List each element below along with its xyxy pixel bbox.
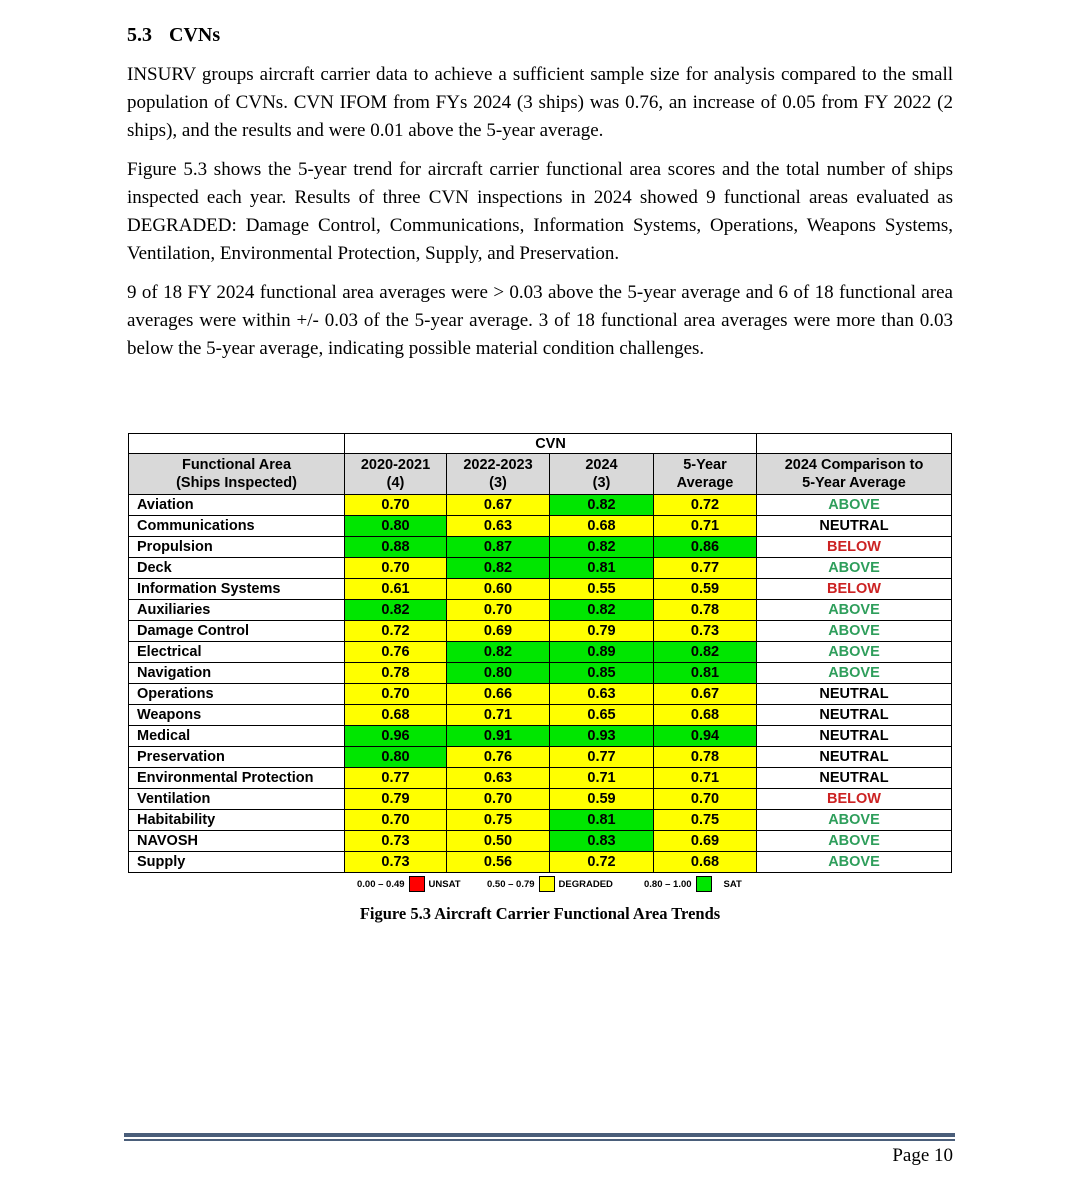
score-cell: 0.73 [345, 852, 447, 873]
comparison-cell: ABOVE [757, 558, 952, 579]
paragraph-1: INSURV groups aircraft carrier data to achieve a sufficient sample size for analysis compared to the small population of CVNs. CVN IFOM from FYs 2024 (3 ships) was 0.76, an increase of 0.05 from FY 2022 (2 ships), and the results and were 0.01 above the 5-year average. [127, 64, 953, 141]
score-cell: 0.72 [550, 852, 654, 873]
table-corner-blank-right [757, 434, 952, 454]
comparison-cell: NEUTRAL [757, 747, 952, 768]
score-cell: 0.82 [447, 642, 550, 663]
score-cell: 0.70 [654, 789, 757, 810]
functional-area-cell: Damage Control [129, 621, 345, 642]
score-cell: 0.96 [345, 726, 447, 747]
figure-caption: Figure 5.3 Aircraft Carrier Functional Area Trends [359, 904, 721, 923]
score-cell: 0.91 [447, 726, 550, 747]
functional-area-cell: Medical [129, 726, 345, 747]
legend-range: 0.80 – 1.00 [644, 878, 692, 890]
score-cell: 0.71 [447, 705, 550, 726]
comparison-cell: BELOW [757, 579, 952, 600]
comparison-cell: ABOVE [757, 810, 952, 831]
column-header-line1: 5-Year [683, 457, 727, 473]
score-cell: 0.66 [447, 684, 550, 705]
score-cell: 0.77 [550, 747, 654, 768]
score-cell: 0.81 [550, 558, 654, 579]
column-header-line1: 2024 [585, 457, 618, 473]
score-cell: 0.93 [550, 726, 654, 747]
score-cell: 0.69 [447, 621, 550, 642]
page-number: Page 10 [892, 1145, 953, 1166]
score-cell: 0.72 [654, 495, 757, 516]
comparison-cell: NEUTRAL [757, 726, 952, 747]
functional-area-cell: Propulsion [129, 537, 345, 558]
table-row [129, 852, 952, 873]
table-row [129, 705, 952, 726]
score-cell: 0.59 [654, 579, 757, 600]
score-cell: 0.79 [345, 789, 447, 810]
score-cell: 0.50 [447, 831, 550, 852]
functional-area-cell: Ventilation [129, 789, 345, 810]
score-cell: 0.63 [447, 768, 550, 789]
table-row [129, 642, 952, 663]
functional-area-cell: Information Systems [129, 579, 345, 600]
legend-range: 0.50 – 0.79 [487, 878, 535, 890]
score-cell: 0.75 [654, 810, 757, 831]
score-cell: 0.88 [345, 537, 447, 558]
score-cell: 0.67 [654, 684, 757, 705]
functional-area-cell: Supply [129, 852, 345, 873]
legend-swatch-green [696, 876, 712, 892]
score-cell: 0.80 [447, 663, 550, 684]
table-row [129, 495, 952, 516]
column-header-line2: 5-Year Average [802, 475, 906, 491]
score-cell: 0.70 [345, 684, 447, 705]
table-row [129, 516, 952, 537]
comparison-cell: ABOVE [757, 852, 952, 873]
section-number: 5.3 [127, 24, 152, 46]
score-cell: 0.80 [345, 747, 447, 768]
score-cell: 0.81 [654, 663, 757, 684]
score-cell: 0.68 [654, 852, 757, 873]
score-cell: 0.85 [550, 663, 654, 684]
functional-area-cell: Auxiliaries [129, 600, 345, 621]
column-header-line2: (Ships Inspected) [176, 475, 297, 491]
column-header-line2: Average [676, 475, 734, 491]
score-cell: 0.55 [550, 579, 654, 600]
table-corner-blank [129, 434, 345, 454]
table-row [129, 684, 952, 705]
comparison-cell: BELOW [757, 537, 952, 558]
functional-area-cell: Habitability [129, 810, 345, 831]
column-header-line2: (3) [489, 475, 507, 491]
table-group-title: CVN [345, 434, 757, 454]
score-cell: 0.78 [654, 600, 757, 621]
functional-area-cell: Deck [129, 558, 345, 579]
score-cell: 0.69 [654, 831, 757, 852]
score-cell: 0.87 [447, 537, 550, 558]
legend-sat [644, 876, 742, 892]
legend-swatch-red [409, 876, 425, 892]
score-cell: 0.63 [550, 684, 654, 705]
functional-area-cell: NAVOSH [129, 831, 345, 852]
table-row [129, 621, 952, 642]
functional-area-cell: Operations [129, 684, 345, 705]
comparison-cell: NEUTRAL [757, 705, 952, 726]
score-cell: 0.83 [550, 831, 654, 852]
column-header-line2: (4) [386, 475, 405, 491]
column-header [550, 454, 654, 495]
column-header [654, 454, 757, 495]
column-header-line2: (3) [592, 475, 611, 491]
table-row [129, 747, 952, 768]
score-cell: 0.86 [654, 537, 757, 558]
table-header-row [129, 454, 952, 495]
score-cell: 0.75 [447, 810, 550, 831]
table-row [129, 768, 952, 789]
paragraph-2: Figure 5.3 shows the 5-year trend for aircraft carrier functional area scores and the total number of ships inspected each year. Results of three CVN inspections in 2024 showed 9 functional areas evaluated as DEGRADED: Damage Control, Communications, Information Systems, Operations, Weapons Systems, Ventilation, Environmental Protection, Supply, and Preservation. [127, 159, 953, 264]
score-cell: 0.71 [654, 768, 757, 789]
score-cell: 0.82 [550, 495, 654, 516]
score-cell: 0.72 [345, 621, 447, 642]
score-cell: 0.59 [550, 789, 654, 810]
table-row [129, 789, 952, 810]
column-header-line1: 2022-2023 [463, 457, 533, 473]
comparison-cell: ABOVE [757, 642, 952, 663]
footer-rule [124, 1133, 955, 1137]
score-cell: 0.73 [345, 831, 447, 852]
score-cell: 0.81 [550, 810, 654, 831]
score-cell: 0.70 [345, 810, 447, 831]
score-cell: 0.82 [447, 558, 550, 579]
score-cell: 0.70 [345, 558, 447, 579]
score-cell: 0.65 [550, 705, 654, 726]
score-cell: 0.70 [447, 789, 550, 810]
score-cell: 0.73 [654, 621, 757, 642]
table-row [129, 537, 952, 558]
score-cell: 0.71 [550, 768, 654, 789]
score-cell: 0.82 [345, 600, 447, 621]
score-cell: 0.89 [550, 642, 654, 663]
functional-area-cell: Electrical [129, 642, 345, 663]
table-row [129, 600, 952, 621]
functional-area-cell: Preservation [129, 747, 345, 768]
legend-range: 0.00 – 0.49 [357, 878, 405, 890]
score-cell: 0.78 [654, 747, 757, 768]
section-heading [127, 24, 220, 47]
comparison-cell: NEUTRAL [757, 684, 952, 705]
functional-area-cell: Environmental Protection [129, 768, 345, 789]
legend-degraded [487, 876, 613, 892]
functional-area-cell: Weapons [129, 705, 345, 726]
comparison-cell: ABOVE [757, 495, 952, 516]
column-header [757, 454, 952, 495]
paragraph-3: 9 of 18 FY 2024 functional area averages were > 0.03 above the 5-year average and 6 of 18 functional area averages were within +/- 0.03 of the 5-year average. 3 of 18 functional area averages were more than 0.03 below the 5-year average, indicating possible material condition challenges. [127, 282, 953, 359]
table-body [129, 495, 952, 873]
score-cell: 0.60 [447, 579, 550, 600]
comparison-cell: ABOVE [757, 831, 952, 852]
score-cell: 0.82 [654, 642, 757, 663]
score-cell: 0.56 [447, 852, 550, 873]
functional-area-table [128, 433, 952, 873]
score-cell: 0.76 [447, 747, 550, 768]
score-cell: 0.70 [345, 495, 447, 516]
functional-area-cell: Communications [129, 516, 345, 537]
score-cell: 0.80 [345, 516, 447, 537]
score-cell: 0.63 [447, 516, 550, 537]
comparison-cell: ABOVE [757, 663, 952, 684]
score-cell: 0.68 [550, 516, 654, 537]
score-cell: 0.94 [654, 726, 757, 747]
score-cell: 0.68 [345, 705, 447, 726]
column-header-line1: 2024 Comparison to [784, 457, 924, 473]
table-row [129, 558, 952, 579]
column-header-line1: Functional Area [181, 457, 292, 473]
table-row [129, 810, 952, 831]
column-header [345, 454, 447, 495]
comparison-cell: NEUTRAL [757, 516, 952, 537]
legend-unsat [357, 876, 461, 892]
table-row [129, 831, 952, 852]
score-cell: 0.70 [447, 600, 550, 621]
comparison-cell: ABOVE [757, 600, 952, 621]
score-cell: 0.68 [654, 705, 757, 726]
comparison-cell: NEUTRAL [757, 768, 952, 789]
column-header [447, 454, 550, 495]
score-cell: 0.77 [345, 768, 447, 789]
table-row [129, 579, 952, 600]
score-cell: 0.77 [654, 558, 757, 579]
score-cell: 0.79 [550, 621, 654, 642]
section-title: CVNs [169, 24, 221, 46]
score-cell: 0.82 [550, 537, 654, 558]
score-cell: 0.71 [654, 516, 757, 537]
footer-rule-thin [124, 1139, 955, 1141]
legend-swatch-yellow [539, 876, 555, 892]
legend-label: DEGRADED [558, 878, 613, 890]
comparison-cell: ABOVE [757, 621, 952, 642]
score-cell: 0.76 [345, 642, 447, 663]
score-cell: 0.82 [550, 600, 654, 621]
score-cell: 0.61 [345, 579, 447, 600]
legend-label: UNSAT [428, 878, 461, 890]
functional-area-cell: Navigation [129, 663, 345, 684]
score-cell: 0.67 [447, 495, 550, 516]
functional-area-cell: Aviation [129, 495, 345, 516]
column-header [129, 454, 345, 495]
table-row [129, 726, 952, 747]
comparison-cell: BELOW [757, 789, 952, 810]
column-header-line1: 2020-2021 [360, 457, 431, 473]
legend-label: SAT [723, 878, 742, 890]
table-row [129, 663, 952, 684]
score-cell: 0.78 [345, 663, 447, 684]
